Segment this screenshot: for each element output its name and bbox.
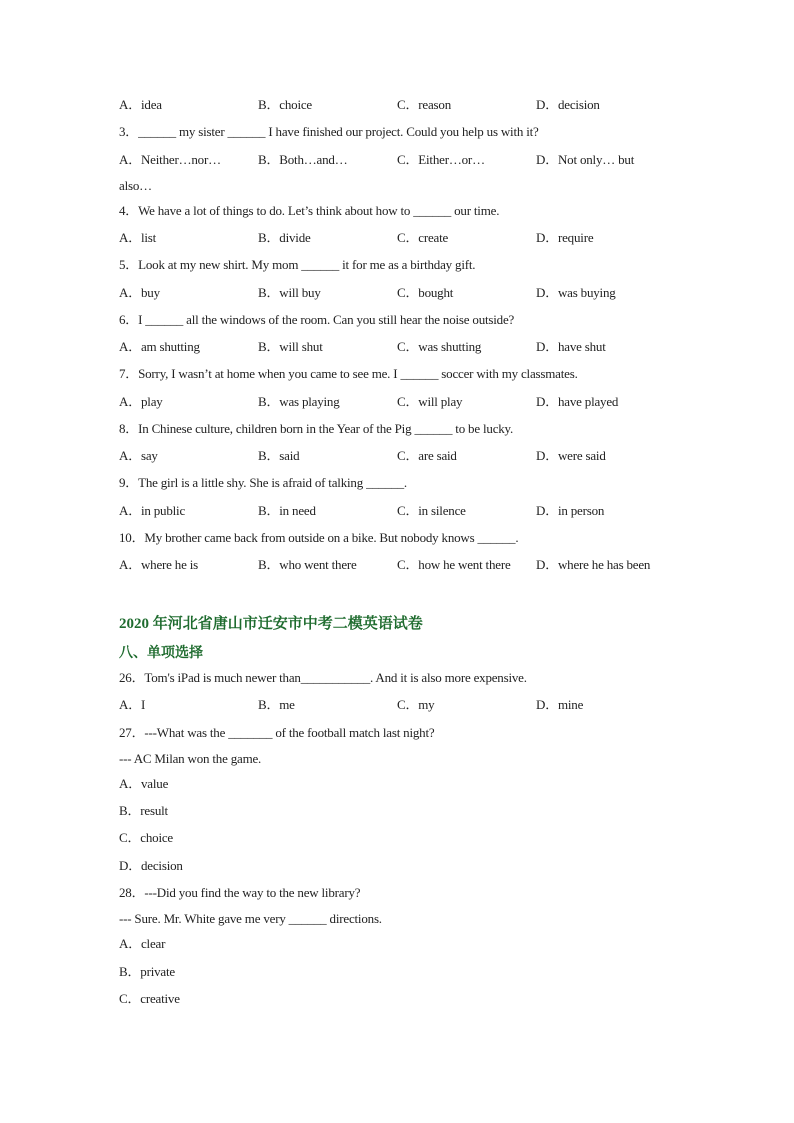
option-c[interactable]: C．are said: [397, 448, 457, 463]
q7-stem: 7．Sorry, I wasn’t at home when you came to see me. I ______ soccer with my classmates.: [119, 366, 578, 381]
option-d[interactable]: D．require: [536, 230, 594, 245]
option-d[interactable]: D．Not only… but: [536, 152, 635, 167]
option-d[interactable]: D．have played: [536, 394, 619, 409]
q26-stem: 26．Tom's iPad is much newer than___________. And it is also more expensive.: [119, 670, 527, 685]
option-c[interactable]: C．was shutting: [397, 339, 482, 354]
q28-stem: 28．---Did you find the way to the new library?: [119, 885, 361, 900]
q27-option-b[interactable]: B．result: [119, 803, 168, 818]
q27-stem: 27．---What was the _______ of the football match last night?: [119, 725, 435, 740]
q4-stem: 4．We have a lot of things to do. Let’s think about how to ______ our time.: [119, 203, 500, 218]
option-b[interactable]: B．divide: [258, 230, 311, 245]
q28-option-a[interactable]: A．clear: [119, 936, 166, 951]
option-a[interactable]: A．say: [119, 448, 158, 463]
option-c[interactable]: C．will play: [397, 394, 463, 409]
option-a[interactable]: A．in public: [119, 503, 186, 518]
option-b[interactable]: B．will shut: [258, 339, 323, 354]
section-title: 八、单项选择: [119, 646, 203, 661]
option-a[interactable]: A．Neither…nor…: [119, 152, 221, 167]
q5-stem: 5．Look at my new shirt. My mom ______ it for me as a birthday gift.: [119, 257, 476, 272]
q28-option-b[interactable]: B．private: [119, 964, 175, 979]
option-b[interactable]: B．who went there: [258, 557, 357, 572]
option-a[interactable]: A．play: [119, 394, 163, 409]
q28-reply: --- Sure. Mr. White gave me very ______ directions.: [119, 911, 382, 926]
q27-option-c[interactable]: C．choice: [119, 830, 173, 845]
option-a[interactable]: A．buy: [119, 285, 160, 300]
option-c[interactable]: C．bought: [397, 285, 454, 300]
q6-stem: 6．I ______ all the windows of the room. Can you still hear the noise outside?: [119, 312, 515, 327]
option-b[interactable]: B．will buy: [258, 285, 321, 300]
option-d[interactable]: D．decision: [536, 97, 600, 112]
option-a[interactable]: A．am shutting: [119, 339, 200, 354]
option-b[interactable]: B．Both…and…: [258, 152, 348, 167]
q27-option-a[interactable]: A．value: [119, 776, 169, 791]
option-c[interactable]: C．create: [397, 230, 449, 245]
option-d[interactable]: D．have shut: [536, 339, 606, 354]
option-c[interactable]: C．Either…or…: [397, 152, 485, 167]
q9-stem: 9．The girl is a little shy. She is afraid of talking ______.: [119, 475, 407, 490]
option-c[interactable]: C．reason: [397, 97, 451, 112]
exam-title: 2020 年河北省唐山市迁安市中考二模英语试卷: [119, 616, 423, 632]
option-b[interactable]: B．choice: [258, 97, 312, 112]
option-a[interactable]: A．where he is: [119, 557, 198, 572]
q27-reply: --- AC Milan won the game.: [119, 751, 262, 766]
q10-stem: 10．My brother came back from outside on a bike. But nobody knows ______.: [119, 530, 519, 545]
option-b[interactable]: B．me: [258, 697, 295, 712]
option-c[interactable]: C．how he went there: [397, 557, 511, 572]
option-a[interactable]: A．I: [119, 697, 146, 712]
option-c[interactable]: C．in silence: [397, 503, 466, 518]
option-a[interactable]: A．idea: [119, 97, 162, 112]
option-d[interactable]: D．in person: [536, 503, 605, 518]
option-b[interactable]: B．in need: [258, 503, 316, 518]
q3-option-d-continued: also…: [119, 178, 152, 193]
option-d[interactable]: D．was buying: [536, 285, 616, 300]
option-c[interactable]: C．my: [397, 697, 435, 712]
option-d[interactable]: D．where he has been: [536, 557, 651, 572]
q3-stem: 3．______ my sister ______ I have finished our project. Could you help us with it?: [119, 124, 539, 139]
option-b[interactable]: B．was playing: [258, 394, 340, 409]
option-a[interactable]: A．list: [119, 230, 157, 245]
q28-option-c[interactable]: C．creative: [119, 991, 180, 1006]
option-d[interactable]: D．were said: [536, 448, 606, 463]
q27-option-d[interactable]: D．decision: [119, 858, 183, 873]
option-b[interactable]: B．said: [258, 448, 300, 463]
q8-stem: 8．In Chinese culture, children born in the Year of the Pig ______ to be lucky.: [119, 421, 514, 436]
option-d[interactable]: D．mine: [536, 697, 584, 712]
